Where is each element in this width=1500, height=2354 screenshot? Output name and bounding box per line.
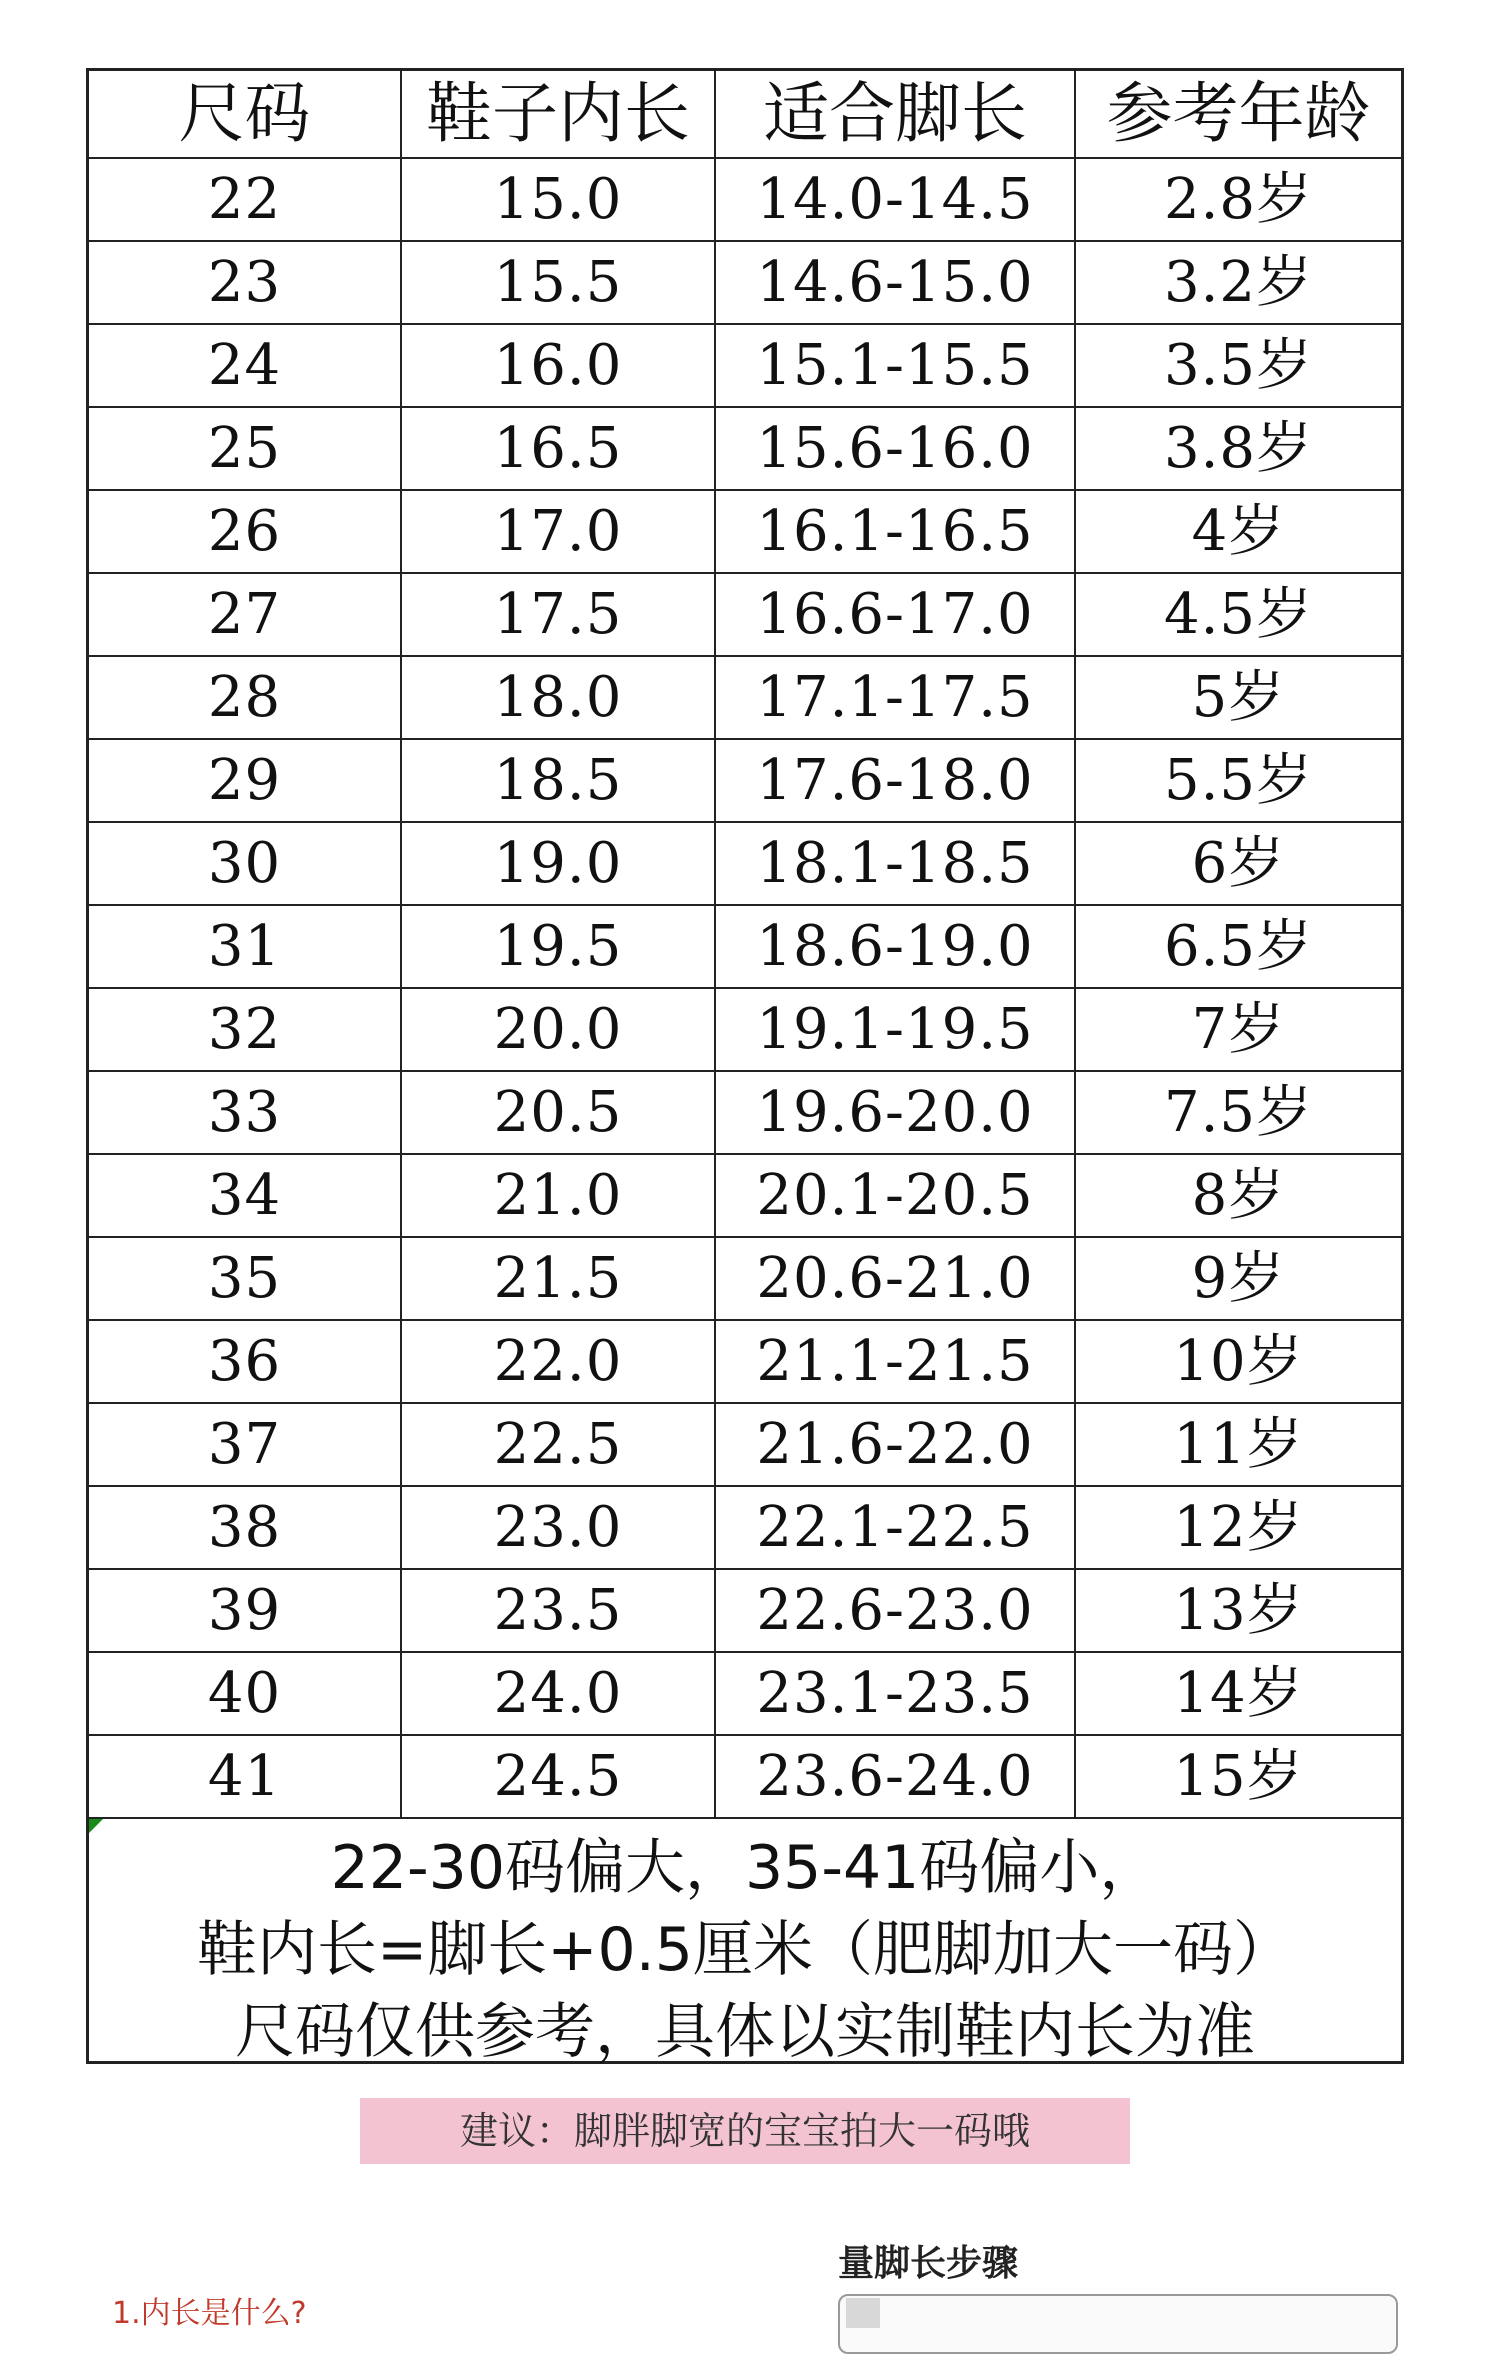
inner-length-cell: 17.0	[401, 490, 715, 573]
size-cell: 34	[89, 1154, 401, 1237]
foot-length-cell: 20.1-20.5	[715, 1154, 1075, 1237]
size-cell: 32	[89, 988, 401, 1071]
foot-length-cell: 17.6-18.0	[715, 739, 1075, 822]
table-header-row	[89, 71, 1401, 158]
foot-length-cell: 15.1-15.5	[715, 324, 1075, 407]
inner-length-cell: 21.5	[401, 1237, 715, 1320]
foot-length-cell: 15.6-16.0	[715, 407, 1075, 490]
table-row	[89, 1237, 1401, 1320]
inner-length-cell: 16.0	[401, 324, 715, 407]
size-cell: 38	[89, 1486, 401, 1569]
foot-length-cell: 16.6-17.0	[715, 573, 1075, 656]
table-row	[89, 1320, 1401, 1403]
size-cell: 29	[89, 739, 401, 822]
column-header-size: 尺码	[89, 71, 401, 158]
foot-length-cell: 18.1-18.5	[715, 822, 1075, 905]
table-row	[89, 1403, 1401, 1486]
age-cell: 7岁	[1075, 988, 1401, 1071]
table-row	[89, 407, 1401, 490]
steps-heading: 量脚长步骤	[838, 2243, 1019, 2284]
age-cell: 4岁	[1075, 490, 1401, 573]
inner-length-cell: 19.5	[401, 905, 715, 988]
size-cell: 28	[89, 656, 401, 739]
size-cell: 41	[89, 1735, 401, 1818]
age-cell: 5.5岁	[1075, 739, 1401, 822]
inner-length-cell: 15.5	[401, 241, 715, 324]
size-cell: 35	[89, 1237, 401, 1320]
inner-length-cell: 23.5	[401, 1569, 715, 1652]
foot-length-cell: 23.6-24.0	[715, 1735, 1075, 1818]
foot-length-cell: 21.1-21.5	[715, 1320, 1075, 1403]
inner-length-cell: 18.5	[401, 739, 715, 822]
table-row	[89, 1154, 1401, 1237]
age-cell: 2.8岁	[1075, 158, 1401, 241]
inner-length-cell: 20.5	[401, 1071, 715, 1154]
column-header-foot-length: 适合脚长	[715, 71, 1075, 158]
size-chart-sheet	[86, 68, 1404, 2067]
table-row	[89, 324, 1401, 407]
table-row	[89, 1569, 1401, 1652]
age-cell: 11岁	[1075, 1403, 1401, 1486]
inner-length-cell: 22.5	[401, 1403, 715, 1486]
foot-length-cell: 18.6-19.0	[715, 905, 1075, 988]
table-row	[89, 1652, 1401, 1735]
size-cell: 22	[89, 158, 401, 241]
column-header-age: 参考年龄	[1075, 71, 1401, 158]
advice-banner: 建议：脚胖脚宽的宝宝拍大一码哦	[360, 2098, 1130, 2164]
size-cell: 33	[89, 1071, 401, 1154]
foot-length-cell: 14.6-15.0	[715, 241, 1075, 324]
age-cell: 3.2岁	[1075, 241, 1401, 324]
age-cell: 9岁	[1075, 1237, 1401, 1320]
foot-length-cell: 23.1-23.5	[715, 1652, 1075, 1735]
foot-length-cell: 17.1-17.5	[715, 656, 1075, 739]
size-cell: 27	[89, 573, 401, 656]
age-cell: 6岁	[1075, 822, 1401, 905]
inner-length-cell: 21.0	[401, 1154, 715, 1237]
size-cell: 39	[89, 1569, 401, 1652]
foot-length-cell: 21.6-22.0	[715, 1403, 1075, 1486]
inner-length-cell: 16.5	[401, 407, 715, 490]
size-cell: 40	[89, 1652, 401, 1735]
size-cell: 36	[89, 1320, 401, 1403]
foot-length-cell: 16.1-16.5	[715, 490, 1075, 573]
question-label: 1.内长是什么?	[112, 2296, 307, 2331]
note-line-formula: 鞋内长=脚长+0.5厘米（肥脚加大一码）	[197, 1915, 1293, 1985]
table-row	[89, 656, 1401, 739]
inner-length-cell: 20.0	[401, 988, 715, 1071]
inner-length-cell: 24.0	[401, 1652, 715, 1735]
table-row	[89, 241, 1401, 324]
table-row	[89, 988, 1401, 1071]
table-body	[89, 158, 1401, 1818]
inner-length-cell: 22.0	[401, 1320, 715, 1403]
age-cell: 6.5岁	[1075, 905, 1401, 988]
inner-length-cell: 23.0	[401, 1486, 715, 1569]
size-cell: 31	[89, 905, 401, 988]
age-cell: 3.8岁	[1075, 407, 1401, 490]
note-line-fit: 22-30码偏大，35-41码偏小，	[330, 1833, 1160, 1903]
table-row	[89, 573, 1401, 656]
foot-length-cell: 22.6-23.0	[715, 1569, 1075, 1652]
foot-length-cell: 22.1-22.5	[715, 1486, 1075, 1569]
age-cell: 3.5岁	[1075, 324, 1401, 407]
age-cell: 15岁	[1075, 1735, 1401, 1818]
age-cell: 12岁	[1075, 1486, 1401, 1569]
note-line-disclaimer: 尺码仅供参考，具体以实制鞋内长为准	[235, 1997, 1255, 2067]
age-cell: 10岁	[1075, 1320, 1401, 1403]
table-row	[89, 490, 1401, 573]
size-cell: 24	[89, 324, 401, 407]
size-cell: 30	[89, 822, 401, 905]
table-row	[89, 1071, 1401, 1154]
size-cell: 37	[89, 1403, 401, 1486]
cell-corner-mark	[89, 1819, 103, 1833]
inner-length-cell: 24.5	[401, 1735, 715, 1818]
inner-length-cell: 18.0	[401, 656, 715, 739]
table-row	[89, 158, 1401, 241]
table-row	[89, 739, 1401, 822]
column-header-inner-length: 鞋子内长	[401, 71, 715, 158]
age-cell: 7.5岁	[1075, 1071, 1401, 1154]
age-cell: 8岁	[1075, 1154, 1401, 1237]
size-chart-table	[89, 71, 1401, 1819]
step-tag	[846, 2298, 880, 2328]
age-cell: 4.5岁	[1075, 573, 1401, 656]
size-cell: 23	[89, 241, 401, 324]
table-row	[89, 905, 1401, 988]
size-notes	[89, 1819, 1401, 2073]
foot-length-cell: 19.1-19.5	[715, 988, 1075, 1071]
table-row	[89, 1486, 1401, 1569]
size-cell: 26	[89, 490, 401, 573]
age-cell: 5岁	[1075, 656, 1401, 739]
age-cell: 13岁	[1075, 1569, 1401, 1652]
inner-length-cell: 15.0	[401, 158, 715, 241]
foot-length-cell: 20.6-21.0	[715, 1237, 1075, 1320]
inner-length-cell: 19.0	[401, 822, 715, 905]
foot-length-cell: 14.0-14.5	[715, 158, 1075, 241]
foot-length-cell: 19.6-20.0	[715, 1071, 1075, 1154]
age-cell: 14岁	[1075, 1652, 1401, 1735]
inner-length-cell: 17.5	[401, 573, 715, 656]
table-row	[89, 822, 1401, 905]
step-box	[838, 2294, 1398, 2354]
table-row	[89, 1735, 1401, 1818]
size-cell: 25	[89, 407, 401, 490]
